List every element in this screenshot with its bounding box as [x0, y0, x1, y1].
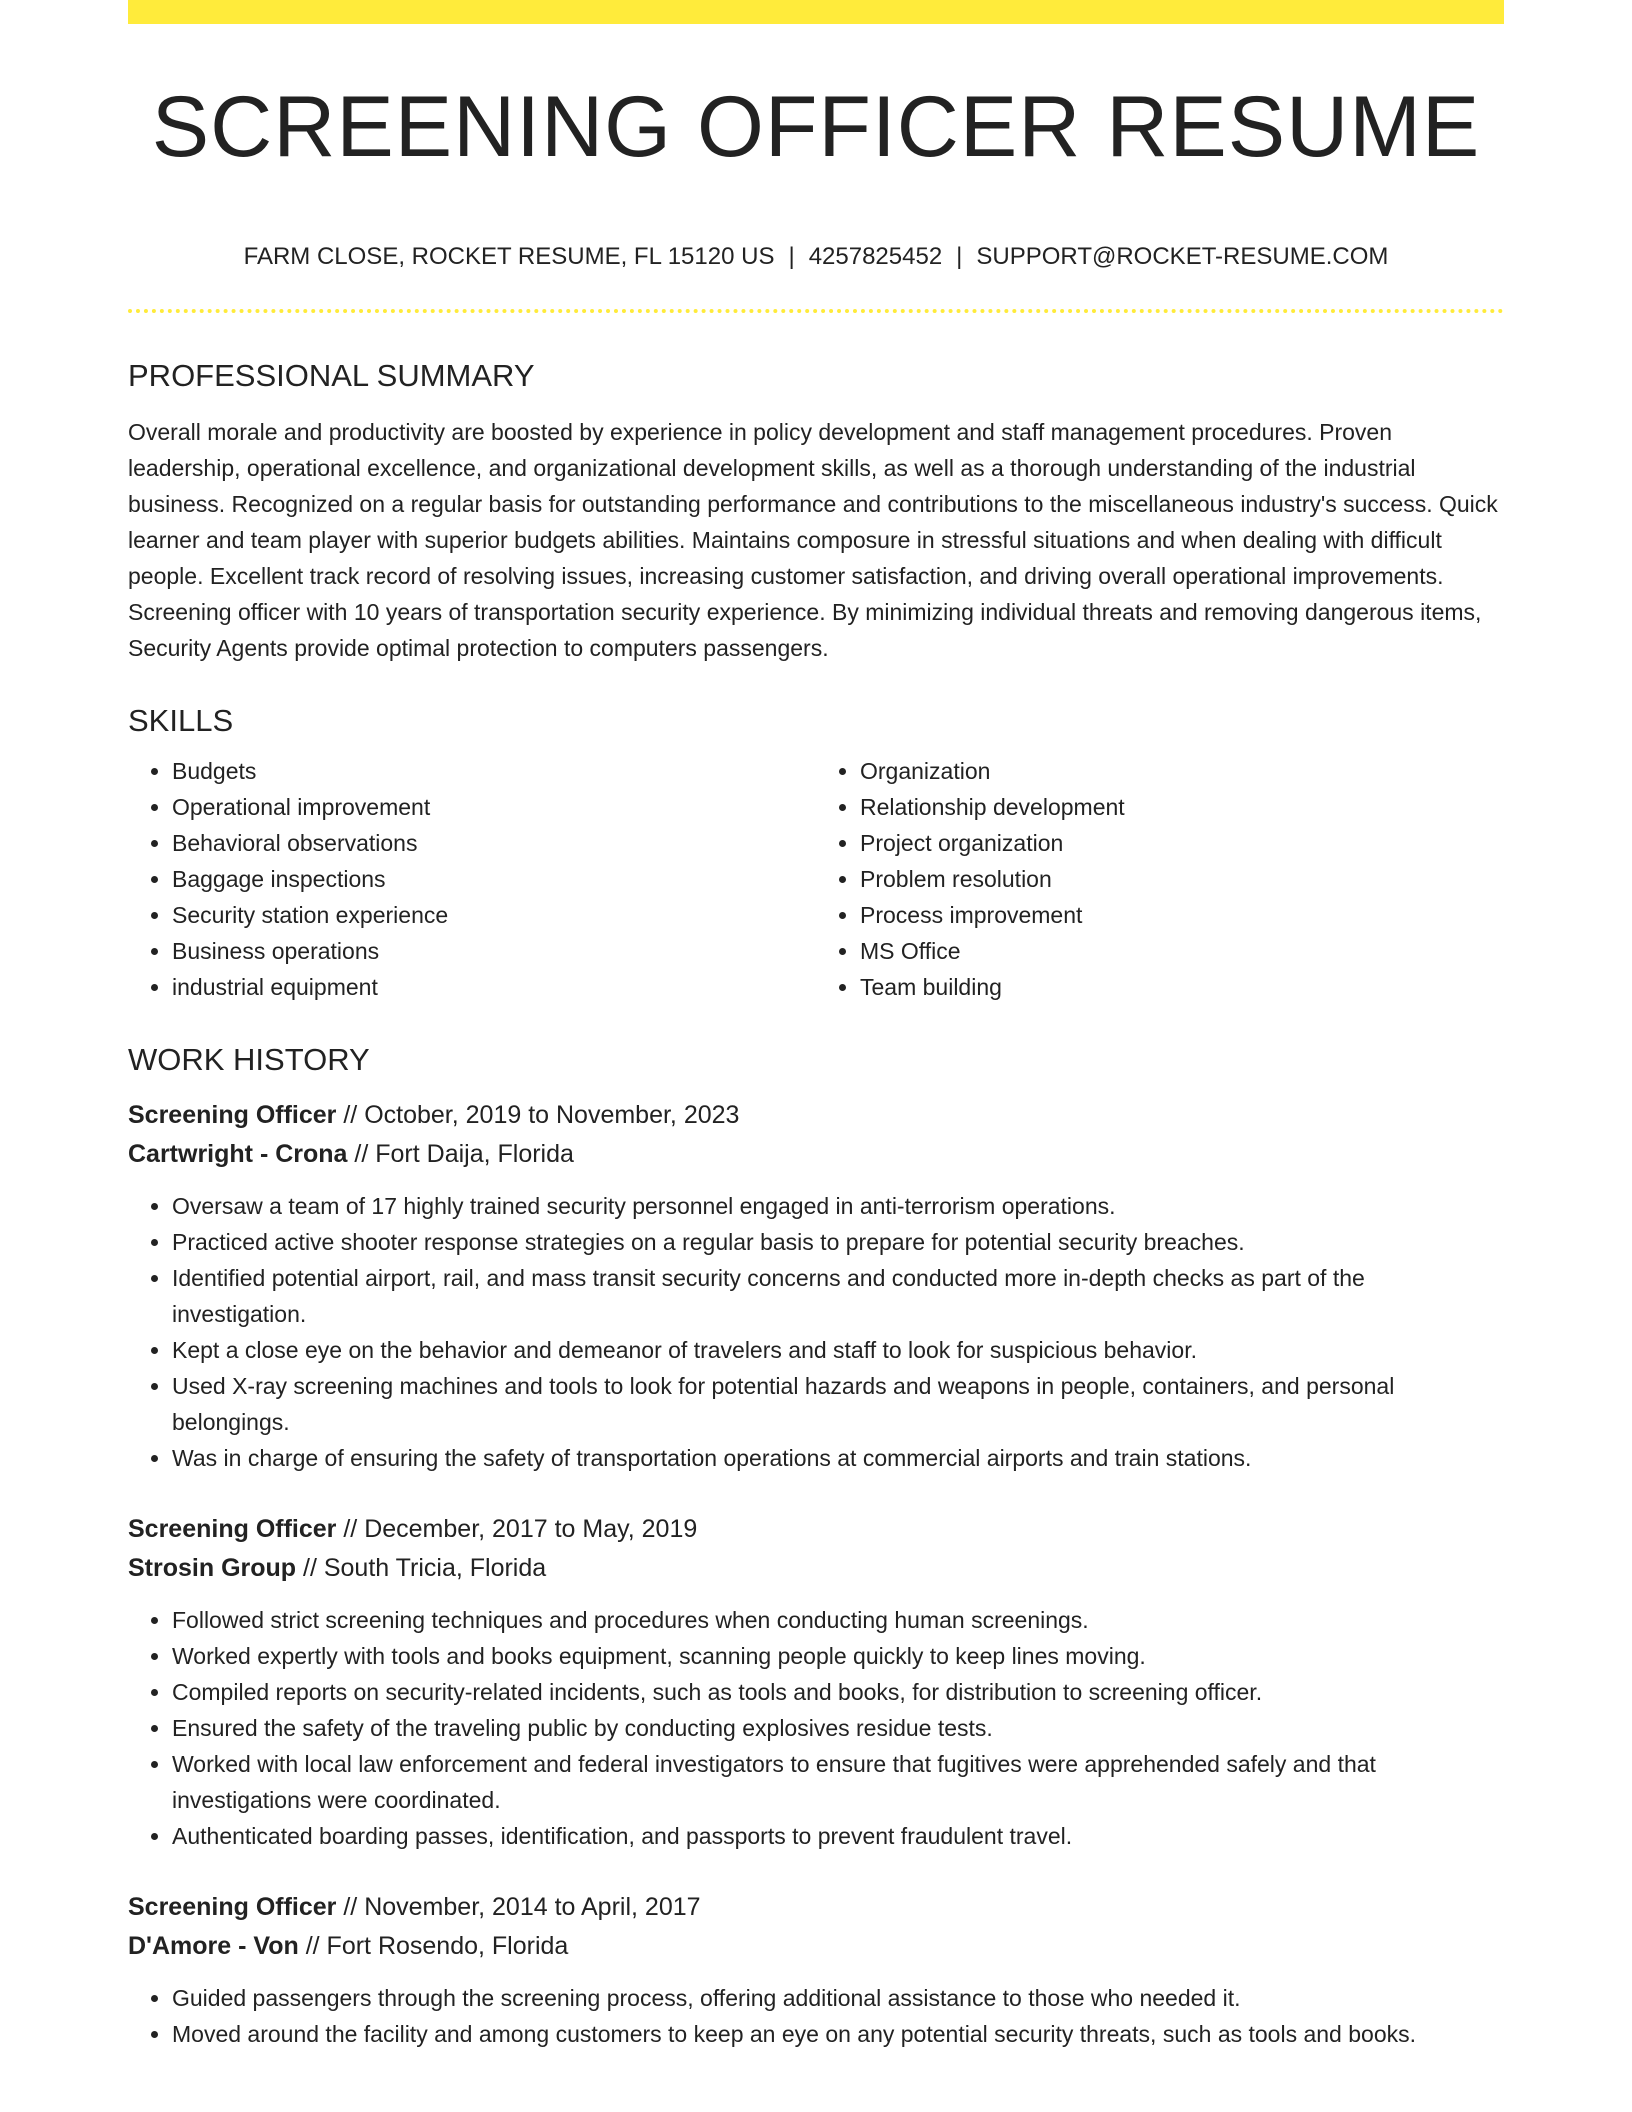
job-bullet: • Authenticated boarding passes, identification, and passports to prevent fraudulent travel. — [172, 1818, 1504, 1854]
job-entry — [128, 1096, 1504, 1476]
summary-section — [128, 357, 1504, 666]
contact-phone[interactable]: 4257825452 — [808, 242, 943, 270]
contact-email[interactable]: SUPPORT@ROCKET-RESUME.COM — [976, 242, 1389, 270]
job-bullets — [128, 1980, 1504, 2052]
skill-item: • Project organization — [860, 825, 1504, 861]
skill-item: • Problem resolution — [860, 861, 1504, 897]
job-title: Screening Officer — [128, 1101, 337, 1130]
summary-text: Overall morale and productivity are boosted by experience in policy development and staff management procedures. Proven leadership, operational excellence, and organizational development skills, as well as a thorough understanding of the industrial business. Recognized on a regular basis for outstanding performance and contributions to the miscellaneous industry's success. Quick learner and team player with superior budgets abilities. Maintains composure in stressful situations and when dealing with difficult people. Excellent track record of resolving issues, increasing customer satisfaction, and driving overall operational improvements. Screening officer with 10 years of transportation security experience. By minimizing individual threats and removing dangerous items, Security Agents provide optimal protection to computers passengers. — [128, 418, 1498, 661]
skill-item: • MS Office — [860, 933, 1504, 969]
skills-left-list — [128, 753, 816, 1005]
job-bullet: • Kept a close eye on the behavior and demeanor of travelers and staff to look for suspicious behavior. — [172, 1332, 1504, 1368]
summary-heading: PROFESSIONAL SUMMARY — [128, 357, 535, 393]
job-dates: // December, 2017 to May, 2019 — [343, 1515, 698, 1544]
job-entry — [128, 1510, 1504, 1854]
skill-item: • industrial equipment — [172, 969, 816, 1005]
skill-item: • Budgets — [172, 753, 816, 789]
job-company: D'Amore - Von — [128, 1932, 299, 1961]
job-location: // Fort Daija, Florida — [354, 1140, 574, 1169]
work-history-heading: WORK HISTORY — [128, 1041, 370, 1077]
skill-item: • Behavioral observations — [172, 825, 816, 861]
job-title: Screening Officer — [128, 1893, 337, 1922]
contact-line — [128, 243, 1504, 271]
skill-item: • Security station experience — [172, 897, 816, 933]
job-title: Screening Officer — [128, 1515, 337, 1544]
job-dates: // November, 2014 to April, 2017 — [343, 1893, 701, 1922]
job-company: Strosin Group — [128, 1554, 297, 1583]
job-bullet: • Worked expertly with tools and books equipment, scanning people quickly to keep lines moving. — [172, 1638, 1504, 1674]
skill-item: • Baggage inspections — [172, 861, 816, 897]
accent-bar — [128, 0, 1504, 24]
job-bullet: • Followed strict screening techniques and procedures when conducting human screenings. — [172, 1602, 1504, 1638]
skills-section — [128, 702, 1504, 1005]
job-list — [128, 1096, 1504, 2052]
skill-item: • Team building — [860, 969, 1504, 1005]
dotted-divider — [128, 309, 1504, 313]
job-company-line — [128, 1549, 1504, 1588]
resume-title: SCREENING OFFICER RESUME — [151, 79, 1481, 175]
skill-item: • Business operations — [172, 933, 816, 969]
job-bullet: • Worked with local law enforcement and federal investigators to ensure that fugitives were apprehended safely and that investigations were coordinated. — [172, 1746, 1504, 1818]
contact-separator: | — [788, 242, 795, 270]
job-title-line — [128, 1510, 1504, 1549]
job-entry — [128, 1888, 1504, 2052]
job-bullets — [128, 1602, 1504, 1854]
skill-item: • Organization — [860, 753, 1504, 789]
job-bullet: • Was in charge of ensuring the safety of transportation operations at commercial airports and train stations. — [172, 1440, 1504, 1476]
job-title-line — [128, 1888, 1504, 1927]
resume-page — [128, 0, 1504, 2052]
job-bullet: • Compiled reports on security-related incidents, such as tools and books, for distribution to screening officer. — [172, 1674, 1504, 1710]
job-company: Cartwright - Crona — [128, 1140, 348, 1169]
job-bullet: • Moved around the facility and among customers to keep an eye on any potential security threats, such as tools and books. — [172, 2016, 1504, 2052]
job-bullet: • Practiced active shooter response strategies on a regular basis to prepare for potential security breaches. — [172, 1224, 1504, 1260]
job-location: // Fort Rosendo, Florida — [305, 1932, 569, 1961]
skills-columns — [128, 753, 1504, 1005]
work-history-section — [128, 1041, 1504, 2052]
skill-item: • Relationship development — [860, 789, 1504, 825]
job-bullet: • Used X-ray screening machines and tools to look for potential hazards and weapons in people, containers, and personal belongings. — [172, 1368, 1504, 1440]
job-company-line — [128, 1135, 1504, 1174]
job-title-line — [128, 1096, 1504, 1135]
job-location: // South Tricia, Florida — [303, 1554, 547, 1583]
job-bullet: • Guided passengers through the screening process, offering additional assistance to those who needed it. — [172, 1980, 1504, 2016]
job-bullet: • Oversaw a team of 17 highly trained security personnel engaged in anti-terrorism operations. — [172, 1188, 1504, 1224]
contact-address: FARM CLOSE, ROCKET RESUME, FL 15120 US — [243, 242, 775, 270]
skills-heading: SKILLS — [128, 702, 234, 738]
job-bullet: • Ensured the safety of the traveling public by conducting explosives residue tests. — [172, 1710, 1504, 1746]
job-company-line — [128, 1927, 1504, 1966]
job-bullets — [128, 1188, 1504, 1476]
contact-separator: | — [956, 242, 963, 270]
skill-item: • Process improvement — [860, 897, 1504, 933]
job-dates: // October, 2019 to November, 2023 — [343, 1101, 740, 1130]
skills-right-list — [816, 753, 1504, 1005]
skill-item: • Operational improvement — [172, 789, 816, 825]
job-bullet: • Identified potential airport, rail, and mass transit security concerns and conducted more in-depth checks as part of the investigation. — [172, 1260, 1504, 1332]
